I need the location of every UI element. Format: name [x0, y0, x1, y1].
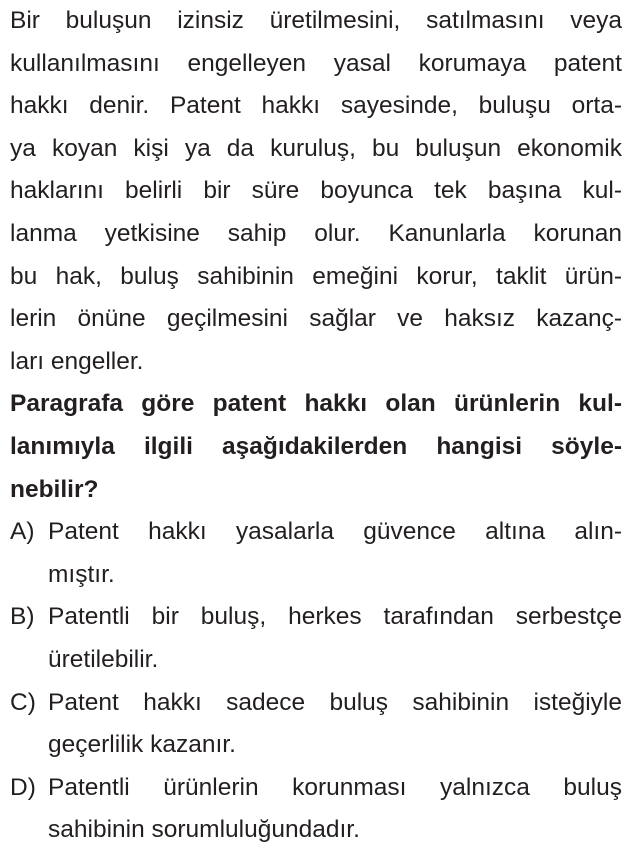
option-c[interactable] [10, 682, 622, 767]
question-line: lanımıyla ilgili aşağıdakilerden hangisi söyle- [10, 432, 622, 460]
option-text-line: mıştır. [48, 560, 115, 588]
option-text-line: sahibinin sorumluluğundadır. [48, 816, 360, 844]
passage-line: haklarını belirli bir süre boyunca tek başına kul- [10, 177, 622, 205]
passage-line: bu hak, buluş sahibinin emeğini korur, taklit ürün- [10, 262, 622, 290]
question-stem [10, 383, 622, 511]
option-a[interactable] [10, 511, 622, 596]
question-line: nebilir? [10, 475, 99, 503]
option-letter: B) [10, 603, 35, 631]
option-b[interactable] [10, 596, 622, 681]
option-text-line: üretilebilir. [48, 645, 159, 673]
passage [10, 0, 622, 383]
question-line: Paragrafa göre patent hakkı olan ürünlerin kul- [10, 390, 622, 418]
option-text-line: Patentli bir buluş, herkes tarafından serbestçe [48, 603, 622, 631]
passage-line: ya koyan kişi ya da kuruluş, bu buluşun ekonomik [10, 134, 622, 162]
option-letter: D) [10, 773, 36, 801]
passage-line: lerin önüne geçilmesini sağlar ve haksız kazanç- [10, 305, 622, 333]
option-letter: C) [10, 688, 36, 716]
option-text-line: Patentli ürünlerin korunması yalnızca buluş [48, 773, 622, 801]
passage-line: lanma yetkisine sahip olur. Kanunlarla korunan [10, 219, 622, 247]
question-sheet [10, 0, 622, 852]
option-letter: A) [10, 518, 35, 546]
option-text-line: Patent hakkı yasalarla güvence altına alın- [48, 518, 622, 546]
answer-options [10, 511, 622, 852]
option-text-line: Patent hakkı sadece buluş sahibinin isteğiyle [48, 688, 622, 716]
passage-line: kullanılmasını engelleyen yasal korumaya patent [10, 49, 622, 77]
passage-line: Bir buluşun izinsiz üretilmesini, satılmasını veya [10, 7, 622, 34]
passage-line: ları engeller. [10, 347, 144, 375]
option-text-line: geçerlilik kazanır. [48, 731, 236, 759]
passage-line: hakkı denir. Patent hakkı sayesinde, buluşu orta- [10, 92, 622, 120]
option-d[interactable] [10, 767, 622, 852]
